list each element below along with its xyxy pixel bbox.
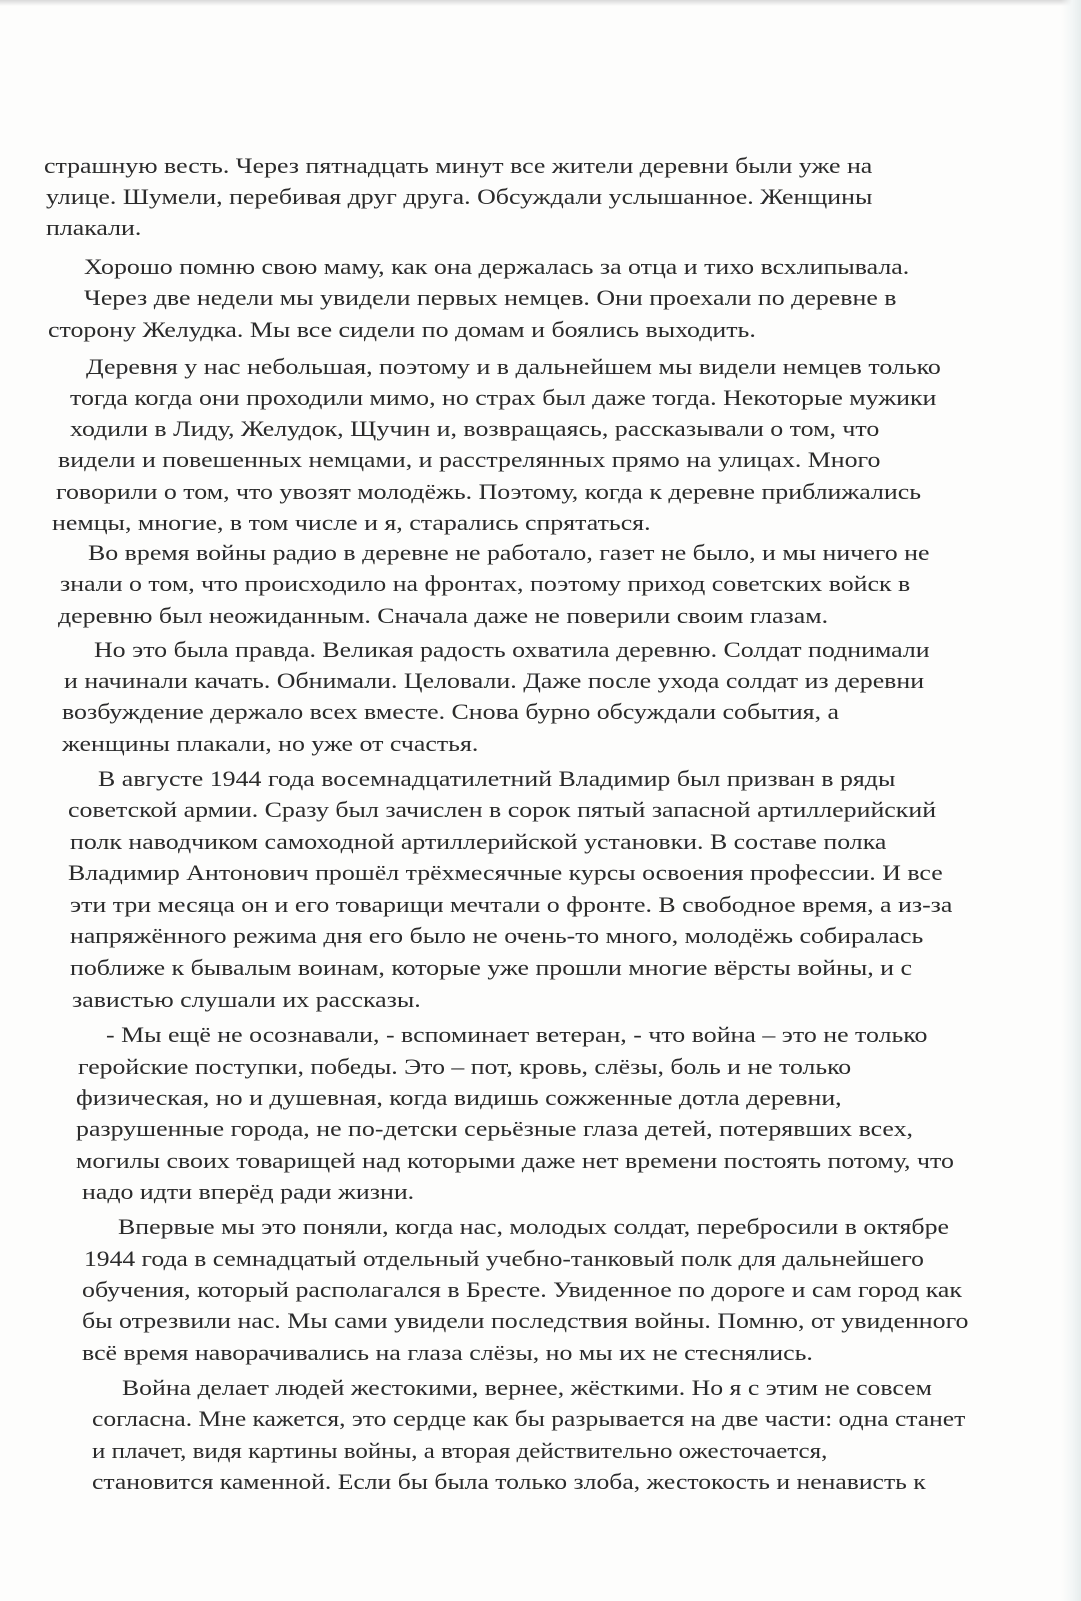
text-line: согласна. Мне кажется, это сердце как бы разрывается на две части: одна станет [92, 1406, 966, 1431]
text-line: могилы своих товарищей над которыми даже нет времени постоять потому, что [76, 1148, 954, 1173]
text-line: завистью слушали их рассказы. [72, 987, 421, 1012]
text-line: Но это была правда. Великая радость охватила деревню. Солдат поднимали [94, 637, 930, 662]
text-line: - Мы ещё не осознавали, - вспоминает ветеран, - что война – это не только [106, 1022, 928, 1047]
text-line: Война делает людей жестокими, вернее, жёсткими. Но я с этим не совсем [122, 1375, 932, 1400]
text-line: становится каменной. Если бы была только злоба, жестокость и ненависть к [92, 1469, 926, 1494]
text-line: тогда когда они проходили мимо, но страх был даже тогда. Некоторые мужики [70, 385, 937, 410]
text-line: Через две недели мы увидели первых немцев. Они проехали по деревне в [84, 285, 897, 310]
text-line: физическая, но и душевная, когда видишь сожженные дотла деревни, [76, 1085, 842, 1110]
text-line: 1944 года в семнадцатый отдельный учебно-танковый полк для дальнейшего [84, 1246, 924, 1271]
text-line: женщины плакали, но уже от счастья. [62, 731, 479, 756]
scan-top-shadow [0, 0, 1081, 6]
text-line: немцы, многие, в том числе и я, старались спрятаться. [52, 510, 651, 535]
text-line: В августе 1944 года восемнадцатилетний Владимир был призван в ряды [98, 766, 896, 791]
text-line: напряжённого режима дня его было не очень-то много, молодёжь собиралась [70, 923, 924, 948]
text-line: надо идти вперёд ради жизни. [82, 1179, 415, 1204]
text-line: страшную весть. Через пятнадцать минут все жители деревни были уже на [44, 153, 873, 178]
text-line: всё время наворачивались на глаза слёзы, но мы их не стеснялись. [82, 1340, 813, 1365]
text-line: разрушенные города, не по-детски серьёзные глаза детей, потерявших всех, [76, 1116, 913, 1141]
text-line: обучения, который располагался в Бресте. Увиденное по дороге и сам город как [82, 1277, 962, 1302]
text-line: ходили в Лиду, Желудок, Щучин и, возвращаясь, рассказывали о том, что [70, 416, 880, 441]
text-line: возбуждение держало всех вместе. Снова бурно обсуждали события, а [62, 699, 840, 724]
text-line: геройские поступки, победы. Это – пот, кровь, слёзы, боль и не только [78, 1054, 852, 1079]
text-line: Деревня у нас небольшая, поэтому и в дальнейшем мы видели немцев только [86, 354, 941, 379]
scan-right-edge [1061, 0, 1081, 1601]
text-line: бы отрезвили нас. Мы сами увидели последствия войны. Помню, от увиденного [82, 1308, 969, 1333]
text-line: говорили о том, что увозят молодёжь. Поэтому, когда к деревне приближались [56, 479, 921, 504]
text-line: Владимир Антонович прошёл трёхмесячные курсы освоения профессии. И все [68, 860, 943, 885]
text-line: и плачет, видя картины войны, а вторая действительно ожесточается, [92, 1438, 828, 1463]
text-line: плакали. [46, 215, 142, 240]
text-line: улице. Шумели, перебивая друг друга. Обсуждали услышанное. Женщины [46, 184, 873, 209]
text-line: поближе к бывалым воинам, которые уже прошли многие вёрсты войны, и с [70, 955, 912, 980]
text-line: знали о том, что происходило на фронтах, поэтому приход советских войск в [60, 571, 911, 596]
text-line: советской армии. Сразу был зачислен в сорок пятый запасной артиллерийский [68, 797, 937, 822]
text-line: деревню был неожиданным. Сначала даже не поверили своим глазам. [58, 603, 829, 628]
text-line: Впервые мы это поняли, когда нас, молодых солдат, перебросили в октябре [118, 1214, 950, 1239]
text-line: и начинали качать. Обнимали. Целовали. Даже после ухода солдат из деревни [64, 668, 925, 693]
text-line: сторону Желудка. Мы все сидели по домам и боялись выходить. [48, 317, 756, 342]
text-line: полк наводчиком самоходной артиллерийской установки. В составе полка [70, 829, 887, 854]
text-line: Во время войны радио в деревне не работало, газет не было, и мы ничего не [88, 540, 930, 565]
text-line: видели и повешенных немцами, и расстрелянных прямо на улицах. Много [58, 447, 881, 472]
text-line: эти три месяца он и его товарищи мечтали о фронте. В свободное время, а из-за [70, 892, 953, 917]
text-line: Хорошо помню свою маму, как она держалась за отца и тихо всхлипывала. [84, 254, 910, 279]
